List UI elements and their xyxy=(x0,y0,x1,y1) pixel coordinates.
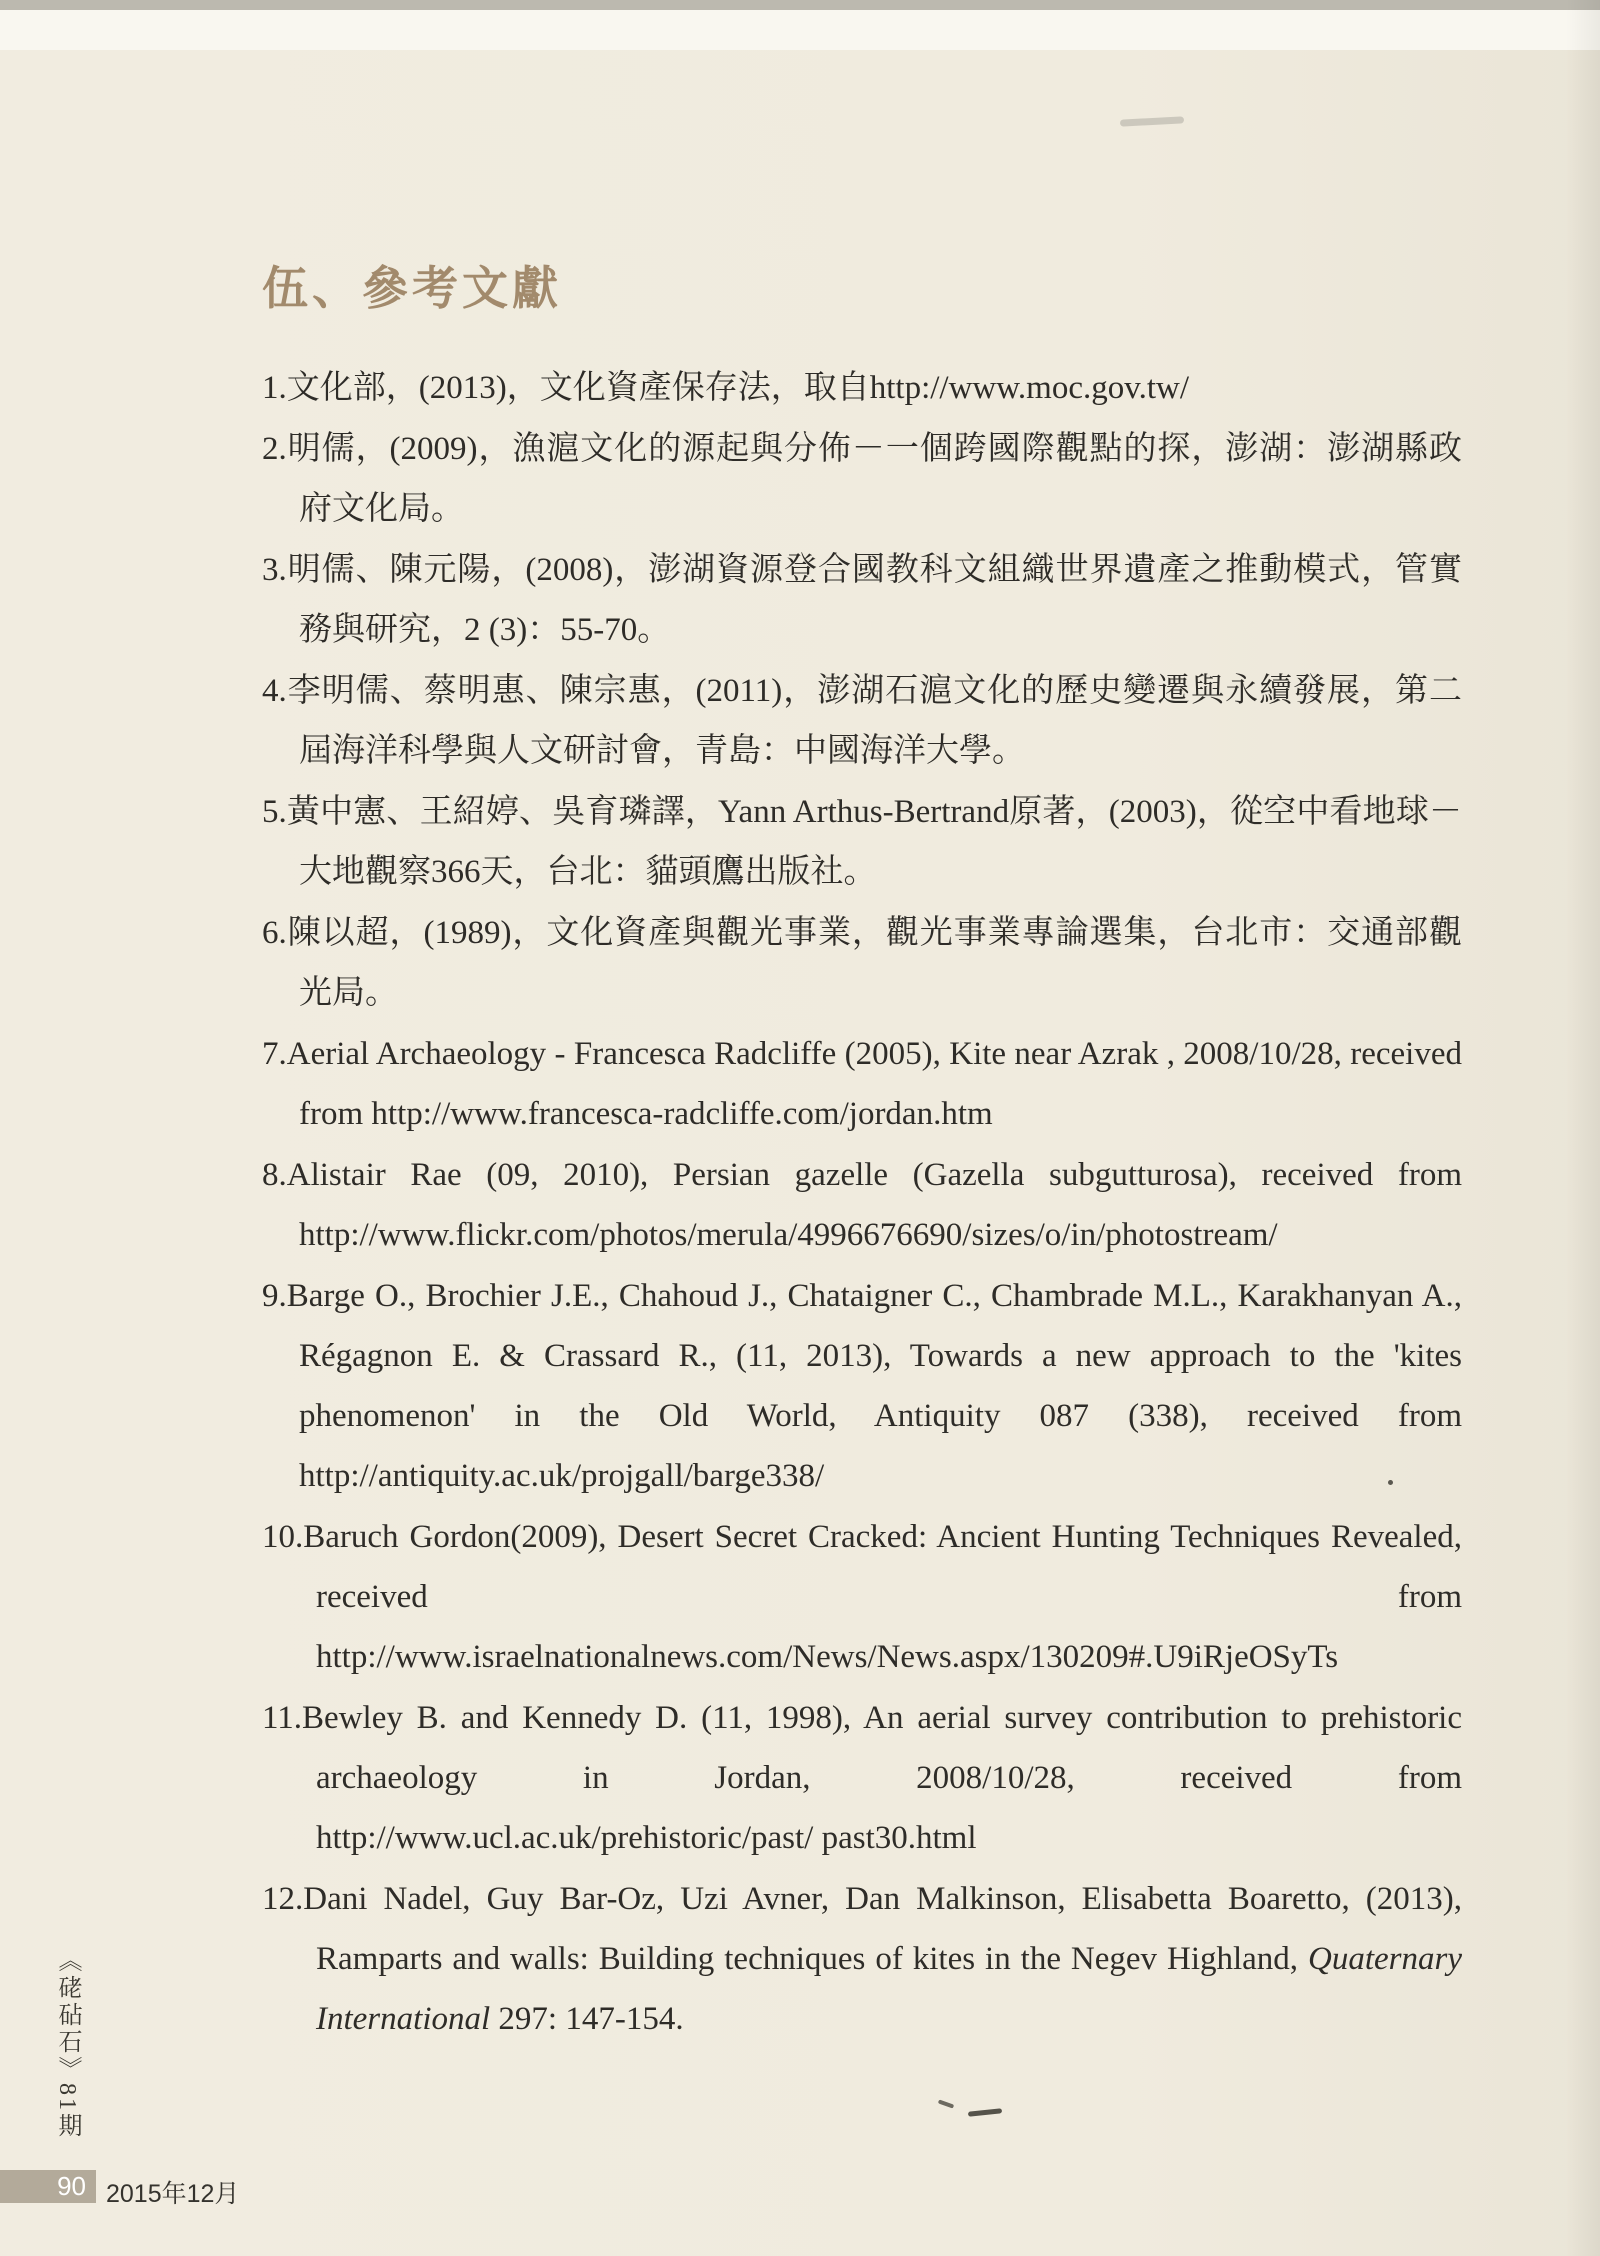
scan-speck xyxy=(938,2099,954,2108)
scan-top-band xyxy=(0,10,1600,50)
reference-text: 黃中憲、王紹婷、吳育璘譯，Yann Arthus-Bertrand原著，(2003)，從空中看地球－大地觀察366天，台北：貓頭鷹出版社。 xyxy=(286,794,1462,890)
section-heading: 伍、參考文獻 xyxy=(262,262,562,314)
scan-speck xyxy=(968,2108,1002,2117)
reference-number: 6. xyxy=(262,915,287,951)
reference-text: Quaternary International xyxy=(316,1941,1462,2037)
reference-text: Aerial Archaeology - Francesca Radcliffe (2005), Kite near Azrak , 2008/10/28, received from http://www.francesca-radcliffe.com/jordan.htm xyxy=(286,1036,1462,1132)
reference-text: Bewley B. and Kennedy D. (11, 1998), An aerial survey contribution to prehistoric archaeology in Jordan, 2008/10/28, received from http://www.ucl.ac.uk/prehistoric/past/ past30.html xyxy=(302,1700,1462,1856)
reference-number: 3. xyxy=(262,552,287,588)
journal-spine-label: 《硓砧石》81期 xyxy=(54,1948,80,2140)
reference-item xyxy=(262,358,1462,418)
reference-item xyxy=(262,1688,1462,1868)
reference-text: 明儒，(2009)，漁滬文化的源起與分佈－一個跨國際觀點的探，澎湖：澎湖縣政府文化局。 xyxy=(286,431,1462,527)
reference-number: 4. xyxy=(262,673,287,709)
reference-item xyxy=(262,540,1462,660)
reference-number: 1. xyxy=(262,370,287,406)
reference-number: 7. xyxy=(262,1036,287,1072)
reference-text: Baruch Gordon(2009), Desert Secret Cracked: Ancient Hunting Techniques Revealed, received from http://www.israelnationalnews.com/News/News.aspx/130209#.U9iRjeOSyTs xyxy=(303,1519,1462,1675)
reference-number: 8. xyxy=(262,1157,287,1193)
page-number-badge: 90 xyxy=(0,2170,96,2203)
references-list xyxy=(262,358,1462,2049)
issue-date: 2015年12月 xyxy=(106,2180,240,2208)
reference-number: 12. xyxy=(262,1881,304,1917)
reference-number: 2. xyxy=(262,431,287,467)
reference-item xyxy=(262,661,1462,781)
reference-item xyxy=(262,1024,1462,1144)
reference-text: 李明儒、蔡明惠、陳宗惠，(2011)，澎湖石滬文化的歷史變遷與永續發展，第二屆海洋科學與人文研討會，青島：中國海洋大學。 xyxy=(286,673,1462,769)
scan-speck xyxy=(1120,116,1184,126)
reference-text: 文化部，(2013)，文化資產保存法，取自http://www.moc.gov.tw/ xyxy=(286,370,1190,406)
scan-top-edge xyxy=(0,0,1600,10)
reference-item xyxy=(262,419,1462,539)
reference-number: 11. xyxy=(262,1700,303,1736)
reference-item xyxy=(262,1869,1462,2049)
reference-item xyxy=(262,1507,1462,1687)
references-section xyxy=(262,252,1462,2050)
reference-text: 陳以超，(1989)，文化資產與觀光事業，觀光事業專論選集，台北市：交通部觀光局。 xyxy=(286,915,1462,1011)
reference-item xyxy=(262,903,1462,1023)
reference-item xyxy=(262,1266,1462,1506)
reference-text: Dani Nadel, Guy Bar-Oz, Uzi Avner, Dan Malkinson, Elisabetta Boaretto, (2013), Ramparts and walls: Building techniques of kites in the Negev Highland, xyxy=(303,1881,1462,1977)
scan-right-shade xyxy=(1566,0,1600,2256)
reference-text: Alistair Rae (09, 2010), Persian gazelle (Gazella subgutturosa), received from http://www.flickr.com/photos/merula/4996676690/sizes/o/in/photostream/ xyxy=(286,1157,1462,1253)
reference-item xyxy=(262,1145,1462,1265)
reference-text: 明儒、陳元陽，(2008)，澎湖資源登合國教科文組織世界遺產之推動模式，管實務與研究，2 (3)：55-70。 xyxy=(286,552,1462,648)
reference-text: 297: 147-154. xyxy=(490,2001,684,2037)
reference-number: 9. xyxy=(262,1278,287,1314)
reference-number: 10. xyxy=(262,1519,304,1555)
reference-text: Barge O., Brochier J.E., Chahoud J., Chataigner C., Chambrade M.L., Karakhanyan A., Régagnon E. & Crassard R., (11, 2013), Towards a new approach to the 'kites phenomenon' in the Old World, Antiquity 087 (338), received from http://antiquity.ac.uk/projgall/barge338/ xyxy=(286,1278,1462,1494)
reference-number: 5. xyxy=(262,794,287,830)
reference-item xyxy=(262,782,1462,902)
